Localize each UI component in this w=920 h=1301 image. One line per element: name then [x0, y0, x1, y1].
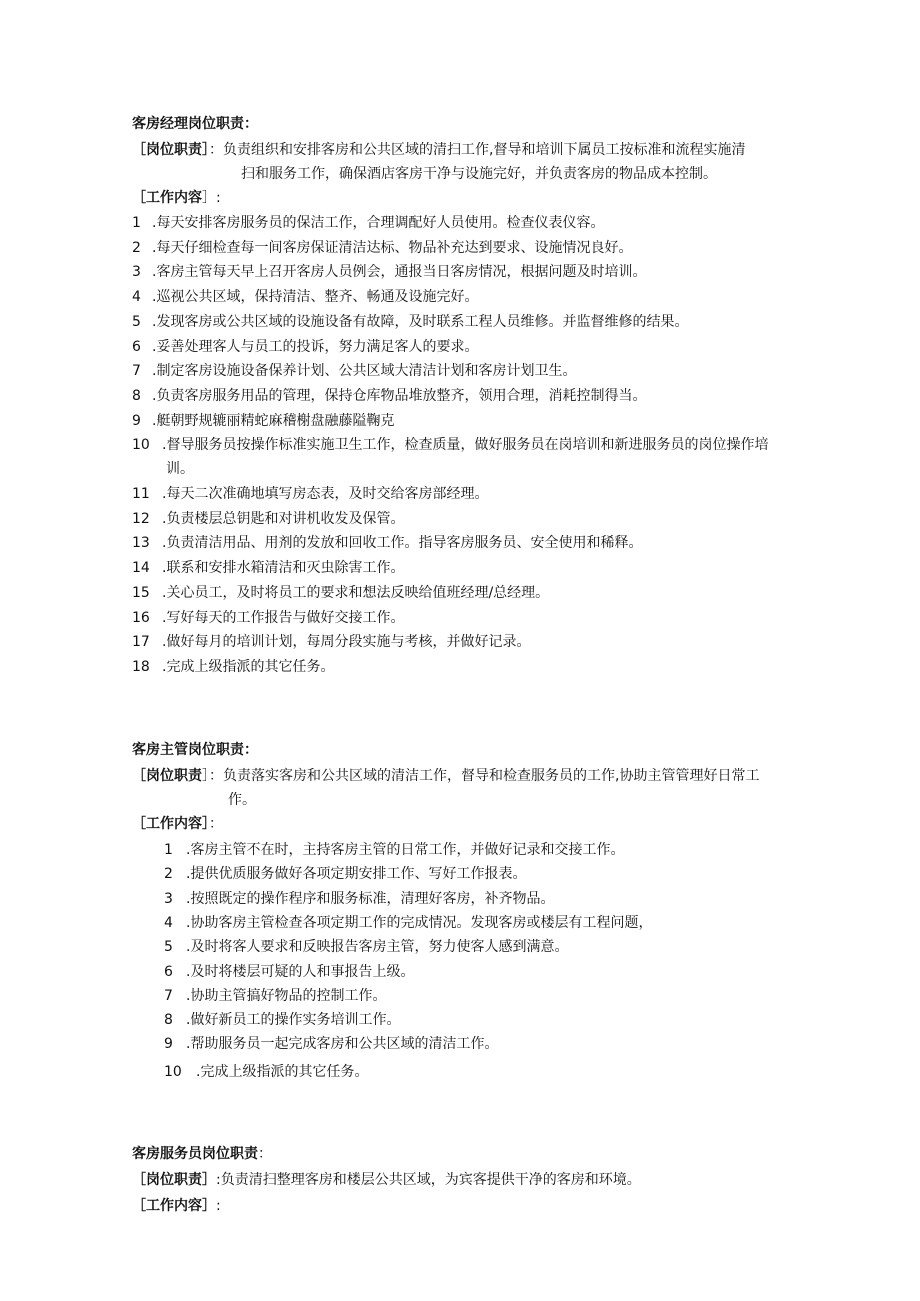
- duty-text-cont: 作。: [228, 792, 256, 808]
- item-number: 2: [132, 239, 141, 256]
- item-number: 5: [132, 313, 141, 330]
- item-text: .联系和安排水箱清洁和灭虫除害工作。: [162, 560, 405, 577]
- item-text: .负责客房服务用品的管理，保持仓库物品堆放整齐，领用合理，消耗控制得当。: [152, 387, 647, 404]
- item-number: 1: [164, 842, 173, 858]
- work-suffix: ］:: [202, 190, 221, 206]
- work-row-attendant: [132, 1196, 221, 1216]
- item-text: .做好新员工的操作实务培训工作。: [186, 1012, 401, 1029]
- item-text: .客房主管不在时，主持客房主管的日常工作，并做好记录和交接工作。: [186, 842, 625, 858]
- section-title-attendant: [132, 1144, 272, 1164]
- item-text: .艇朝野规辘丽精蛇麻稽榭盘融藤隘鞠克: [152, 412, 395, 429]
- item-text: .做好每月的培训计划，每周分段实施与考核，并做好记录。: [162, 634, 531, 651]
- item-text: .客房主管每天早上召开客房人员例会，通报当日客房情况，根据问题及时培训。: [152, 264, 647, 281]
- item-text: .完成上级指派的其它任务。: [196, 1064, 369, 1081]
- work-label: ［工作内容］: [132, 1198, 216, 1214]
- item-text: .完成上级指派的其它任务。: [162, 658, 335, 675]
- item-number: 7: [132, 363, 141, 380]
- duty-text: ］：负责落实客房和公共区域的清洁工作，督导和检查服务员的工作,协助主管管理好日常工: [202, 768, 760, 784]
- item-number: 13: [132, 535, 150, 552]
- item-text-cont: 训。: [166, 461, 194, 478]
- duty-label: ［岗位职责］: [132, 142, 209, 158]
- item-text: .按照既定的操作程序和服务标准，清理好客房，补齐物品。: [186, 890, 555, 907]
- item-number: 8: [132, 387, 141, 404]
- item-number: 14: [132, 560, 150, 577]
- item-number: 16: [132, 609, 150, 626]
- item-text: .写好每天的工作报告与做好交接工作。: [162, 609, 405, 626]
- item-text: .关心员工，及时将员工的要求和想法反映给值班经理/总经理。: [162, 584, 550, 601]
- section-title-suffix: ：: [258, 1146, 272, 1162]
- duty-label: ［岗位职责: [132, 768, 202, 784]
- item-number: 11: [132, 486, 150, 502]
- item-text: .负责清洁用品、用剂的发放和回收工作。指导客房服务员、安全使用和稀释。: [162, 535, 643, 552]
- item-number: 2: [164, 866, 173, 883]
- item-number: 12: [132, 510, 150, 527]
- section-title-supervisor: 客房主管岗位职责：: [132, 742, 258, 758]
- section-title-text: 客房服务员岗位职责: [132, 1146, 258, 1162]
- item-text: .提供优质服务做好各项定期安排工作、写好工作报表。: [186, 866, 527, 883]
- work-suffix: :: [216, 1198, 221, 1214]
- work-suffix: ：: [209, 816, 223, 832]
- item-text: .每天二次准确地填写房态表，及时交给客房部经理。: [162, 486, 489, 502]
- work-label: ［工作内容］: [132, 816, 209, 832]
- item-text: .协助客房主管检查各项定期工作的完成情况。发现客房或楼层有工程问题，: [186, 914, 653, 931]
- item-number: 15: [132, 584, 150, 601]
- item-text: .每天仔细检查每一间客房保证清洁达标、物品补充达到要求、设施情况良好。: [152, 239, 633, 256]
- item-text: .帮助服务员一起完成客房和公共区域的清洁工作。: [186, 1036, 499, 1053]
- duty-text: :负责清扫整理客房和楼层公共区域，为宾客提供干净的客房和环境。: [216, 1172, 641, 1188]
- item-text: .巡视公共区域，保持清洁、整齐、畅通及设施完好。: [152, 289, 479, 306]
- item-number: 10: [164, 1064, 182, 1081]
- item-text: .协助主管搞好物品的控制工作。: [186, 987, 387, 1004]
- duty-text: ：负责组织和安排客房和公共区域的清扫工作,督导和培训下属员工按标准和流程实施清: [209, 142, 746, 158]
- item-text: .督导服务员按操作标准实施卫生工作，检查质量，做好服务员在岗培训和新进服务员的岗位操作培: [162, 437, 769, 454]
- item-text: .及时将客人要求和反映报告客房主管，努力使客人感到满意。: [186, 939, 569, 956]
- work-row-supervisor: [132, 814, 223, 834]
- item-number: 10: [132, 437, 150, 454]
- item-number: 18: [132, 658, 150, 675]
- duty-label: ［岗位职责］: [132, 1172, 216, 1188]
- item-number: 9: [164, 1036, 173, 1053]
- item-number: 6: [132, 338, 141, 355]
- item-number: 3: [164, 890, 173, 907]
- work-row-manager: [132, 188, 221, 208]
- item-text: .及时将楼层可疑的人和事报告上级。: [186, 963, 415, 980]
- item-text: .每天安排客房服务员的保洁工作，合理调配好人员使用。检查仪表仪容。: [152, 215, 605, 231]
- item-text: .妥善处理客人与员工的投诉，努力满足客人的要求。: [152, 338, 479, 355]
- item-number: 4: [132, 289, 141, 306]
- item-number: 3: [132, 264, 141, 281]
- duty-row-supervisor: [132, 766, 759, 786]
- duty-row-manager: [132, 140, 745, 160]
- duty-row-attendant: [132, 1170, 641, 1190]
- item-number: 7: [164, 987, 173, 1004]
- section-title-manager: 客房经理岗位职责：: [132, 116, 258, 132]
- item-number: 8: [164, 1012, 173, 1029]
- item-number: 4: [164, 914, 173, 931]
- item-text: .制定客房设施设备保养计划、公共区域大清洁计划和客房计划卫生。: [152, 363, 577, 380]
- item-number: 17: [132, 634, 150, 651]
- item-number: 9: [132, 412, 141, 429]
- item-number: 6: [164, 963, 173, 980]
- item-text: .发现客房或公共区域的设施设备有故障，及时联系工程人员维修。并监督维修的结果。: [152, 313, 689, 330]
- duty-text-cont: 扫和服务工作，确保酒店客房干净与设施完好，并负责客房的物品成本控制。: [241, 166, 717, 182]
- item-number: 1: [132, 215, 141, 231]
- item-number: 5: [164, 939, 173, 956]
- work-label: ［工作内容: [132, 190, 202, 206]
- item-text: .负责楼层总钥匙和对讲机收发及保管。: [162, 510, 405, 527]
